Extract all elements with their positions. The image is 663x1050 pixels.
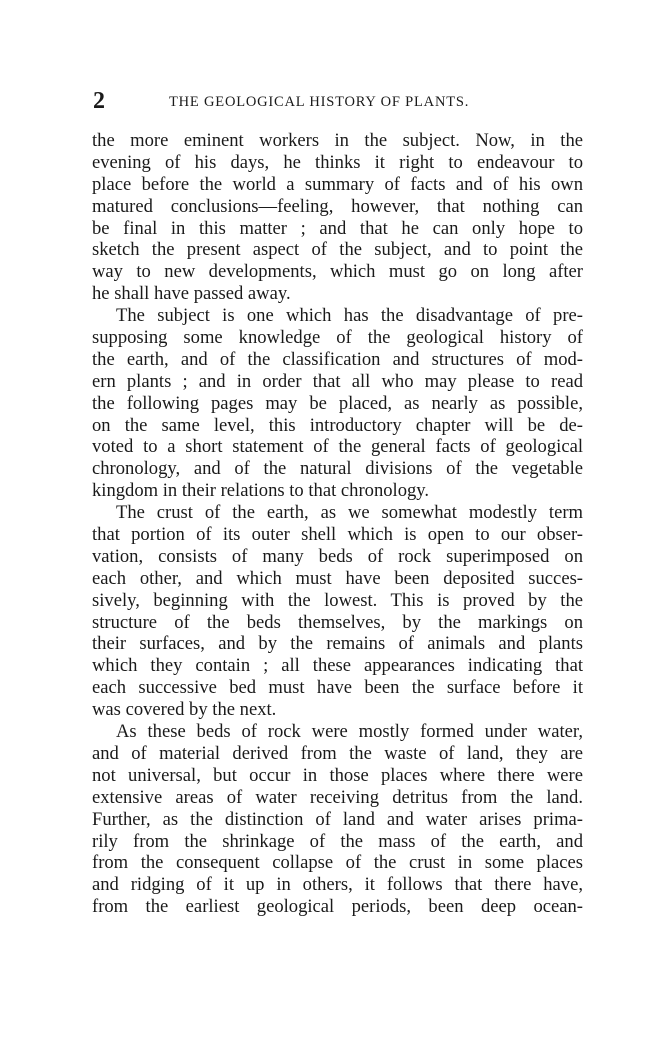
text-line: ern plants ; and in order that all who may please to read [92, 370, 583, 392]
text-line: place before the world a summary of facts and of his own [92, 173, 583, 195]
text-line: extensive areas of water receiving detritus from the land. [92, 786, 583, 808]
text-line: from the consequent collapse of the crust in some places [92, 852, 583, 874]
text-line: was covered by the next. [92, 699, 277, 721]
text-line: way to new developments, which must go on long after [92, 261, 583, 283]
text-line: vation, consists of many beds of rock superimposed on [92, 545, 583, 567]
text-line: on the same level, this introductory chapter will be de- [92, 414, 583, 436]
text-line: that portion of its outer shell which is open to our obser- [92, 524, 583, 546]
text-line: their surfaces, and by the remains of animals and plants [92, 633, 583, 655]
text-line: supposing some knowledge of the geological history of [92, 327, 583, 349]
text-line: which they contain ; all these appearances indicating that [92, 655, 583, 677]
text-line: rily from the shrinkage of the mass of the earth, and [92, 830, 583, 852]
text-line: As these beds of rock were mostly formed under water, [116, 721, 583, 743]
text-line: and ridging of it up in others, it follows that there have, [92, 874, 583, 896]
text-line: he shall have passed away. [92, 283, 291, 305]
text-line: structure of the beds themselves, by the markings on [92, 611, 583, 633]
text-line: voted to a short statement of the general facts of geological [92, 436, 583, 458]
running-head [93, 88, 583, 114]
page-number: 2 [93, 88, 105, 114]
text-line: kingdom in their relations to that chronology. [92, 480, 430, 502]
running-title: THE GEOLOGICAL HISTORY OF PLANTS. [169, 94, 470, 110]
text-line: the following pages may be placed, as nearly as possible, [92, 392, 583, 414]
text-line: evening of his days, he thinks it right to endeavour to [92, 151, 583, 173]
text-line: matured conclusions—feeling, however, that nothing can [92, 195, 583, 217]
paragraph [92, 502, 583, 721]
text-line: The subject is one which has the disadvantage of pre- [116, 305, 583, 327]
paragraph [92, 305, 583, 502]
paragraph [92, 130, 583, 305]
text-line: from the earliest geological periods, been deep ocean- [92, 896, 583, 918]
text-line: The crust of the earth, as we somewhat modestly term [116, 502, 583, 524]
text-line: chronology, and of the natural divisions of the vegetable [92, 458, 583, 480]
text-line: Further, as the distinction of land and water arises prima- [92, 808, 583, 830]
paragraph [92, 721, 583, 918]
text-line: be final in this matter ; and that he can only hope to [92, 217, 583, 239]
text-line: and of material derived from the waste of land, they are [92, 742, 583, 764]
text-line: the earth, and of the classification and structures of mod- [92, 348, 583, 370]
text-line: sketch the present aspect of the subject, and to point the [92, 239, 583, 261]
body-text [92, 130, 583, 918]
text-line: each successive bed must have been the surface before it [92, 677, 583, 699]
text-line: sively, beginning with the lowest. This is proved by the [92, 589, 583, 611]
text-line: not universal, but occur in those places where there were [92, 764, 583, 786]
text-line: each other, and which must have been deposited succes- [92, 567, 583, 589]
text-line: the more eminent workers in the subject. Now, in the [92, 130, 583, 151]
